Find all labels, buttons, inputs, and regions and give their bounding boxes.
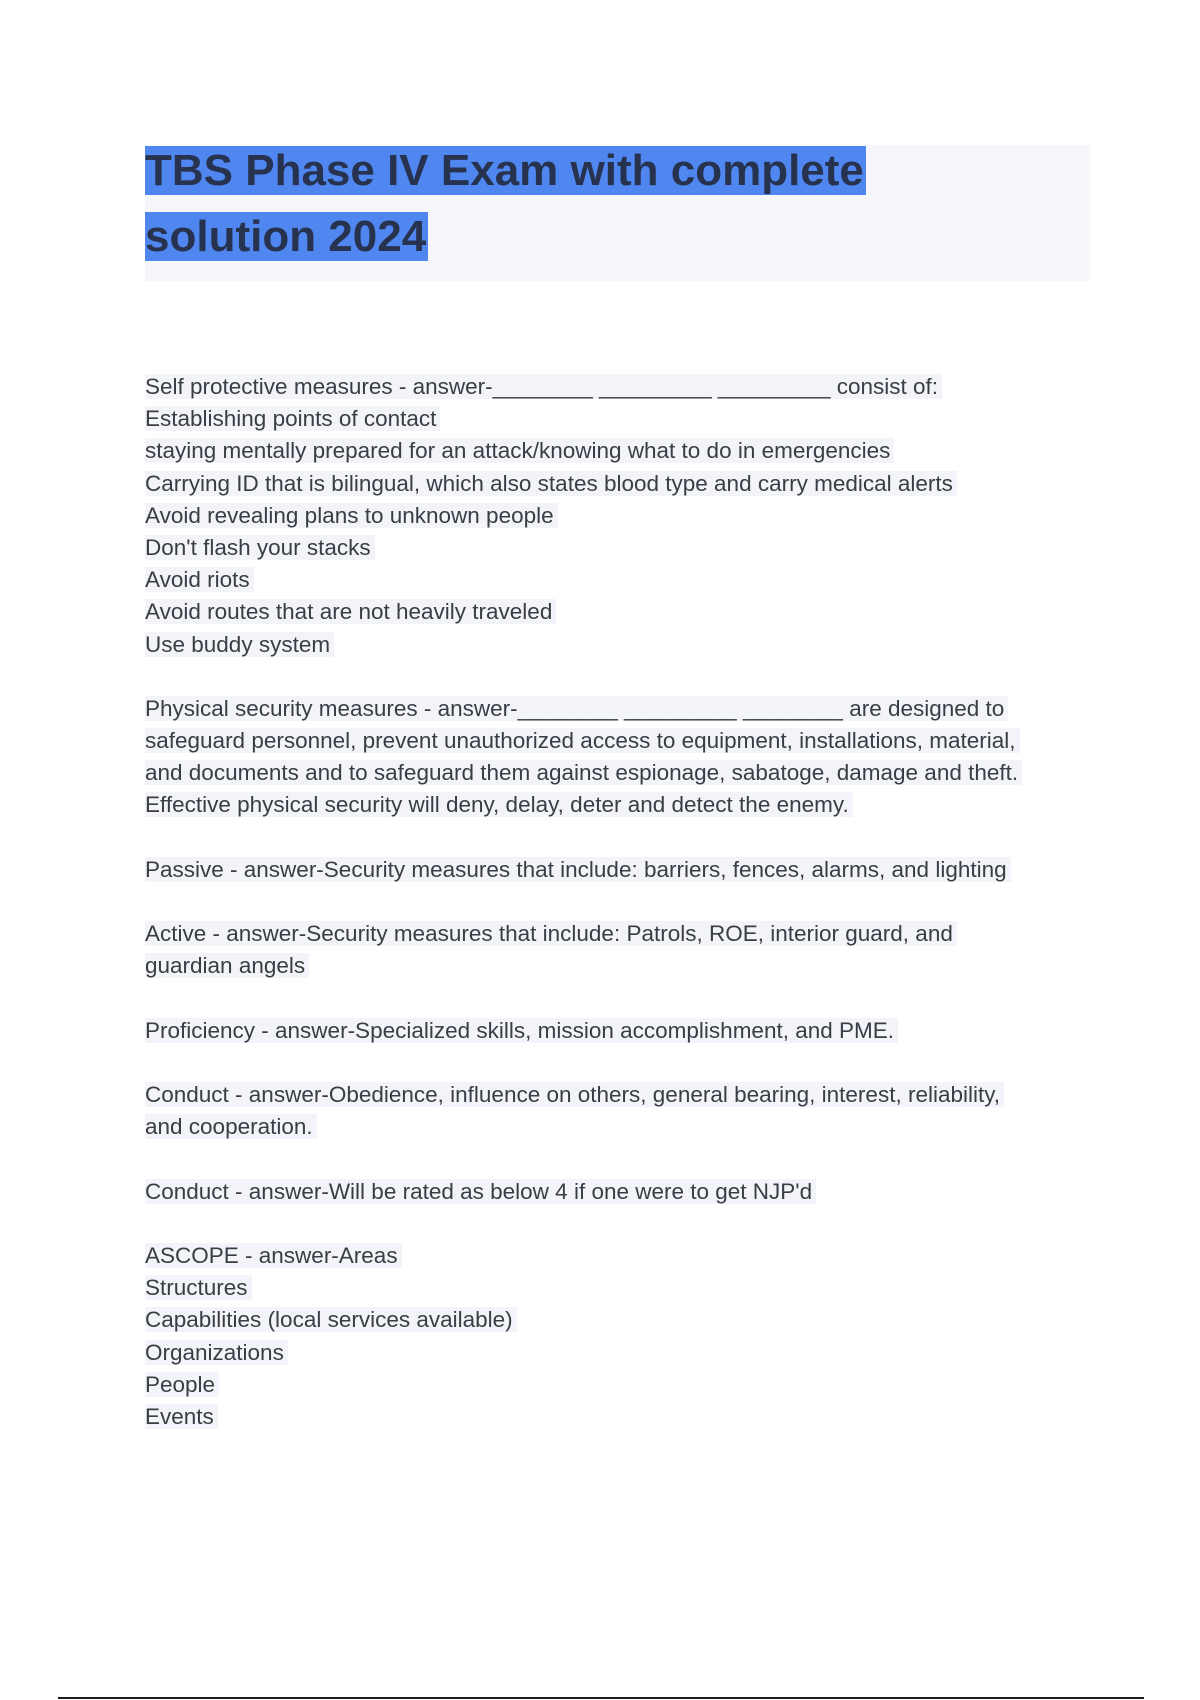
page-title-line-1 bbox=[145, 145, 866, 197]
text-line bbox=[145, 1240, 1095, 1272]
line-text: and documents and to safeguard them against espionage, sabatoge, damage and theft. bbox=[145, 760, 1022, 785]
title-highlight: TBS Phase IV Exam with complete bbox=[145, 146, 864, 195]
page-title-line-2 bbox=[145, 211, 428, 263]
text-line bbox=[145, 1304, 1095, 1336]
line-text: Passive - answer-Security measures that include: barriers, fences, alarms, and lighting bbox=[145, 857, 1011, 882]
text-line bbox=[145, 1079, 1095, 1111]
paragraph-spacer bbox=[145, 1047, 1095, 1079]
line-text: Conduct - answer-Will be rated as below 4 if one were to get NJP'd bbox=[145, 1179, 816, 1204]
line-text: Avoid riots bbox=[145, 567, 254, 592]
paragraph-spacer bbox=[145, 1208, 1095, 1240]
line-text: Active - answer-Security measures that include: Patrols, ROE, interior guard, and bbox=[145, 921, 957, 946]
title-block bbox=[145, 145, 1090, 281]
paragraph-spacer bbox=[145, 661, 1095, 693]
line-text: and cooperation. bbox=[145, 1114, 317, 1139]
title-highlight: solution 2024 bbox=[145, 212, 427, 261]
text-line bbox=[145, 596, 1095, 628]
text-line bbox=[145, 500, 1095, 532]
line-text: Carrying ID that is bilingual, which also states blood type and carry medical alerts bbox=[145, 471, 957, 496]
qa-paragraph bbox=[145, 1015, 1095, 1047]
line-text: ASCOPE - answer-Areas bbox=[145, 1243, 402, 1268]
line-text: Avoid revealing plans to unknown people bbox=[145, 503, 558, 528]
qa-paragraph bbox=[145, 918, 1095, 982]
qa-paragraph bbox=[145, 1079, 1095, 1143]
qa-paragraph bbox=[145, 1240, 1095, 1433]
paragraph-spacer bbox=[145, 822, 1095, 854]
text-line bbox=[145, 725, 1095, 757]
text-line bbox=[145, 371, 1095, 403]
qa-paragraph bbox=[145, 854, 1095, 886]
text-line bbox=[145, 950, 1095, 982]
line-text: Establishing points of contact bbox=[145, 406, 440, 431]
line-text: Capabilities (local services available) bbox=[145, 1307, 517, 1332]
line-text: Avoid routes that are not heavily traveled bbox=[145, 599, 556, 624]
line-text: Effective physical security will deny, delay, deter and detect the enemy. bbox=[145, 792, 853, 817]
text-line bbox=[145, 854, 1095, 886]
text-line bbox=[145, 1015, 1095, 1047]
paragraph-spacer bbox=[145, 983, 1095, 1015]
text-line bbox=[145, 1369, 1095, 1401]
line-text: safeguard personnel, prevent unauthorized access to equipment, installations, material, bbox=[145, 728, 1020, 753]
line-text: guardian angels bbox=[145, 953, 309, 978]
qa-paragraph bbox=[145, 1176, 1095, 1208]
text-line bbox=[145, 789, 1095, 821]
line-text: Proficiency - answer-Specialized skills, mission accomplishment, and PME. bbox=[145, 1018, 898, 1043]
line-text: Structures bbox=[145, 1275, 252, 1300]
text-line bbox=[145, 1176, 1095, 1208]
line-text: Events bbox=[145, 1404, 218, 1429]
line-text: Physical security measures - answer-________ _________ ________ are designed to bbox=[145, 696, 1008, 721]
text-line bbox=[145, 1111, 1095, 1143]
line-text: Organizations bbox=[145, 1340, 288, 1365]
text-line bbox=[145, 918, 1095, 950]
line-text: People bbox=[145, 1372, 219, 1397]
line-text: Don't flash your stacks bbox=[145, 535, 375, 560]
text-line bbox=[145, 757, 1095, 789]
document-body bbox=[145, 371, 1095, 1433]
qa-paragraph bbox=[145, 693, 1095, 822]
text-line bbox=[145, 693, 1095, 725]
text-line bbox=[145, 1272, 1095, 1304]
text-line bbox=[145, 629, 1095, 661]
line-text: Conduct - answer-Obedience, influence on others, general bearing, interest, reliability, bbox=[145, 1082, 1004, 1107]
text-line bbox=[145, 468, 1095, 500]
line-text: Use buddy system bbox=[145, 632, 334, 657]
text-line bbox=[145, 403, 1095, 435]
qa-paragraph bbox=[145, 371, 1095, 661]
paragraph-spacer bbox=[145, 886, 1095, 918]
text-line bbox=[145, 532, 1095, 564]
paragraph-spacer bbox=[145, 1144, 1095, 1176]
text-line bbox=[145, 1401, 1095, 1433]
line-text: Self protective measures - answer-________ _________ _________ consist of: bbox=[145, 374, 942, 399]
text-line bbox=[145, 1337, 1095, 1369]
text-line bbox=[145, 564, 1095, 596]
text-line bbox=[145, 435, 1095, 467]
line-text: staying mentally prepared for an attack/knowing what to do in emergencies bbox=[145, 438, 894, 463]
page-bottom-rule bbox=[58, 1697, 1144, 1699]
